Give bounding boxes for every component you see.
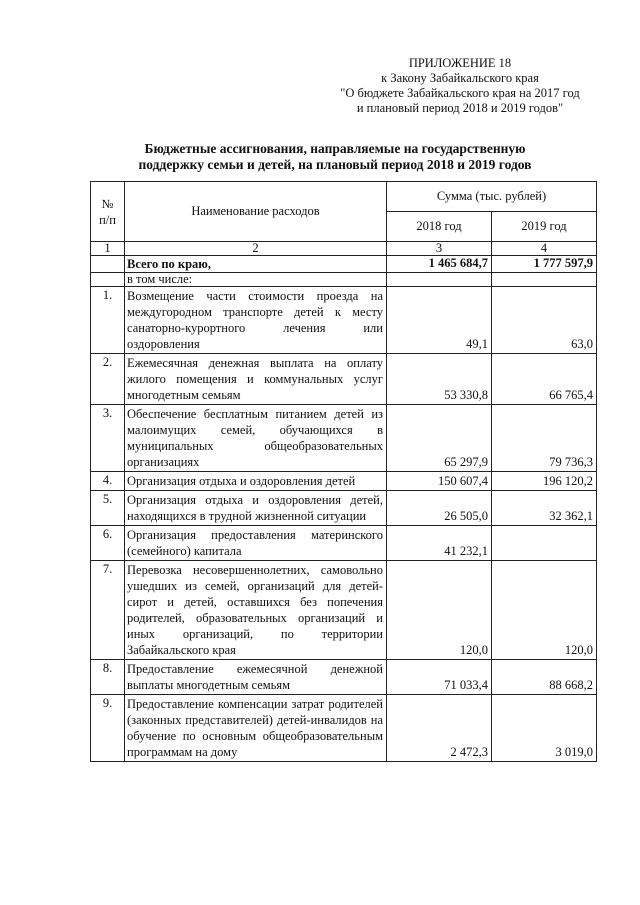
row-value-2019: 63,0 bbox=[492, 287, 597, 354]
row-number: 4. bbox=[91, 472, 125, 491]
col-index-1: 1 bbox=[91, 242, 125, 256]
table-row bbox=[91, 526, 597, 561]
row-number: 3. bbox=[91, 405, 125, 472]
col-header-number: № п/п bbox=[91, 182, 125, 242]
row-value-2019: 66 765,4 bbox=[492, 354, 597, 405]
budget-table bbox=[90, 181, 597, 762]
total-row bbox=[91, 256, 597, 273]
appendix-number: ПРИЛОЖЕНИЕ 18 bbox=[408, 56, 512, 70]
total-2018: 1 465 684,7 bbox=[387, 256, 492, 273]
document-title-line-1: Бюджетные ассигнования, направляемые на государственную bbox=[144, 141, 526, 156]
row-name: Ежемесячная денежная выплата на оплату жилого помещения и коммунальных услуг многодетным семьям bbox=[125, 354, 387, 405]
row-value-2019: 120,0 bbox=[492, 561, 597, 660]
row-value-2019: 32 362,1 bbox=[492, 491, 597, 526]
row-value-2018: 120,0 bbox=[387, 561, 492, 660]
table-row bbox=[91, 354, 597, 405]
total-label: Всего по краю, bbox=[125, 256, 387, 273]
table-row bbox=[91, 472, 597, 491]
row-name: Перевозка несовершеннолетних, самовольно ушедших из семей, организаций для детей-сирот и детей, оставшихся без попечения родителей, образовательных организаций и иных организаций, по территории Забайкальского края bbox=[125, 561, 387, 660]
row-number: 8. bbox=[91, 660, 125, 695]
table-row bbox=[91, 695, 597, 762]
row-value-2018: 26 505,0 bbox=[387, 491, 492, 526]
col-header-name: Наименование расходов bbox=[125, 182, 387, 242]
row-value-2018: 65 297,9 bbox=[387, 405, 492, 472]
row-name: Предоставление компенсации затрат родителей (законных представителей) детей-инвалидов на обучение по основным общеобразовательным программам на дому bbox=[125, 695, 387, 762]
table-row bbox=[91, 287, 597, 354]
row-name: Возмещение части стоимости проезда на междугородном транспорте детей к месту санаторно-курортного лечения или оздоровления bbox=[125, 287, 387, 354]
col-index-2: 2 bbox=[125, 242, 387, 256]
including-label: в том числе: bbox=[125, 273, 387, 287]
row-number: 1. bbox=[91, 287, 125, 354]
col-header-2019: 2019 год bbox=[492, 212, 597, 242]
table-row bbox=[91, 561, 597, 660]
document-title bbox=[100, 141, 570, 173]
appendix-header bbox=[330, 56, 590, 116]
col-header-sum: Сумма (тыс. рублей) bbox=[387, 182, 597, 212]
col-header-2018: 2018 год bbox=[387, 212, 492, 242]
row-number: 6. bbox=[91, 526, 125, 561]
row-value-2019: 79 736,3 bbox=[492, 405, 597, 472]
row-name: Организация предоставления материнского (семейного) капитала bbox=[125, 526, 387, 561]
row-number: 9. bbox=[91, 695, 125, 762]
row-name: Организация отдыха и оздоровления детей bbox=[125, 472, 387, 491]
row-value-2019: 88 668,2 bbox=[492, 660, 597, 695]
document-title-line-2: поддержку семьи и детей, на плановый период 2018 и 2019 годов bbox=[138, 157, 532, 172]
table-row bbox=[91, 491, 597, 526]
col-index-4: 4 bbox=[492, 242, 597, 256]
row-value-2018: 71 033,4 bbox=[387, 660, 492, 695]
row-name: Предоставление ежемесячной денежной выплаты многодетным семьям bbox=[125, 660, 387, 695]
row-number: 7. bbox=[91, 561, 125, 660]
row-number: 2. bbox=[91, 354, 125, 405]
row-value-2018: 2 472,3 bbox=[387, 695, 492, 762]
table-row bbox=[91, 405, 597, 472]
row-value-2019 bbox=[492, 526, 597, 561]
row-value-2018: 53 330,8 bbox=[387, 354, 492, 405]
row-value-2018: 41 232,1 bbox=[387, 526, 492, 561]
row-value-2019: 196 120,2 bbox=[492, 472, 597, 491]
row-number: 5. bbox=[91, 491, 125, 526]
row-name: Обеспечение бесплатным питанием детей из малоимущих семей, обучающихся в муниципальных общеобразовательных организациях bbox=[125, 405, 387, 472]
appendix-law-title: "О бюджете Забайкальского края на 2017 год bbox=[340, 86, 580, 100]
row-value-2018: 49,1 bbox=[387, 287, 492, 354]
appendix-law-ref: к Закону Забайкальского края bbox=[381, 71, 539, 85]
total-2019: 1 777 597,9 bbox=[492, 256, 597, 273]
row-value-2018: 150 607,4 bbox=[387, 472, 492, 491]
including-row bbox=[91, 273, 597, 287]
row-name: Организация отдыха и оздоровления детей, находящихся в трудной жизненной ситуации bbox=[125, 491, 387, 526]
col-index-3: 3 bbox=[387, 242, 492, 256]
table-row bbox=[91, 660, 597, 695]
row-value-2019: 3 019,0 bbox=[492, 695, 597, 762]
appendix-law-period: и плановый период 2018 и 2019 годов" bbox=[356, 101, 564, 115]
